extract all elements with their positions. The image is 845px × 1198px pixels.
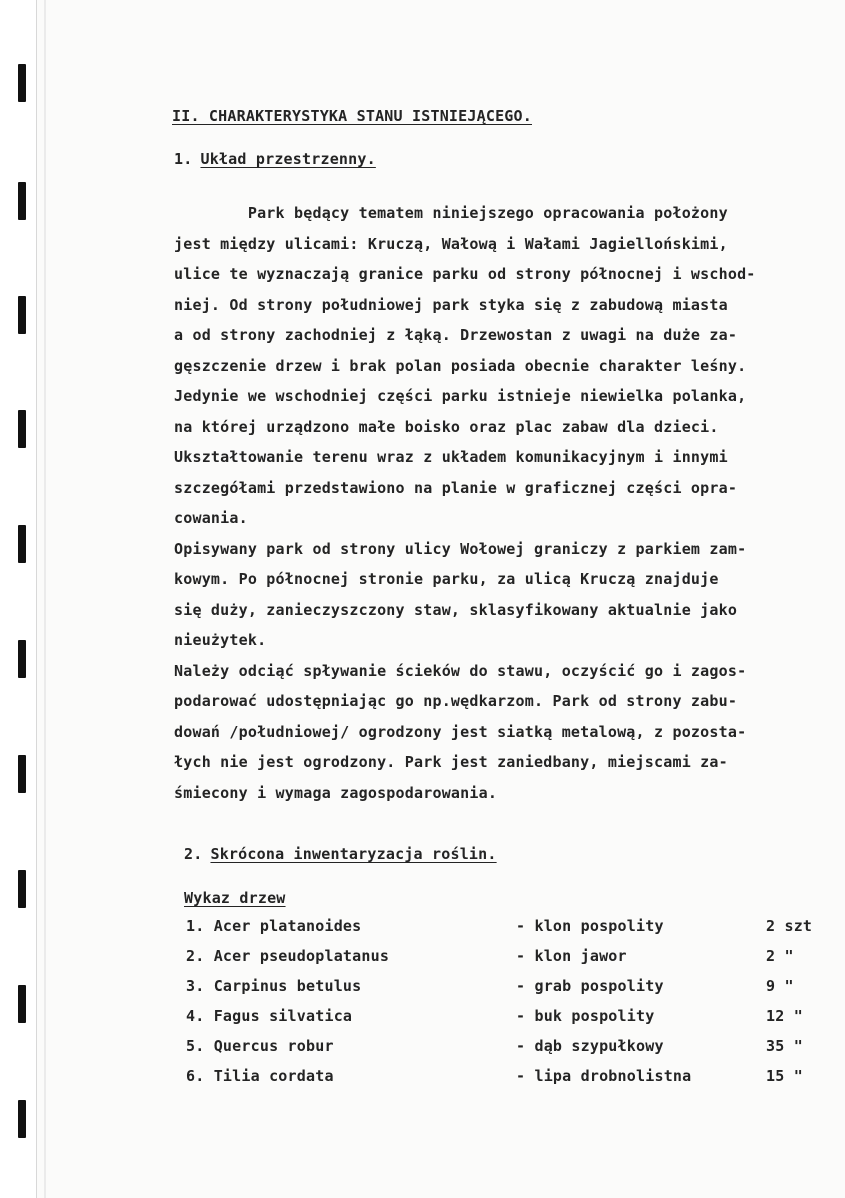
tree-row — [186, 947, 826, 971]
tree-row — [186, 1007, 826, 1031]
punch-hole — [18, 64, 26, 102]
punch-hole — [18, 182, 26, 220]
text-line: dowań /południowej/ ogrodzony jest siatką metalową, z pozosta- — [174, 722, 747, 741]
body-paragraph — [174, 198, 814, 808]
binding-strip — [0, 0, 36, 1198]
tree-polish-name: - lipa drobnolistna — [516, 1067, 692, 1085]
subsection-heading-layout — [174, 150, 376, 168]
tree-polish-name: - klon jawor — [516, 947, 627, 965]
text-line: jest między ulicami: Kruczą, Wałową i Wałami Jagiellońskimi, — [174, 234, 728, 253]
text-line: gęszczenie drzew i brak polan posiada obecnie charakter leśny. — [174, 356, 747, 375]
tree-count: 12 " — [766, 1007, 803, 1025]
tree-polish-name: - buk pospolity — [516, 1007, 655, 1025]
punch-hole — [18, 1100, 26, 1138]
text-line: się duży, zanieczyszczony staw, sklasyfikowany aktualnie jako — [174, 600, 738, 619]
punch-hole — [18, 296, 26, 334]
text-line: nieużytek. — [174, 631, 267, 649]
text-line: Należy odciąć spływanie ścieków do stawu, oczyścić go i zagos- — [174, 661, 747, 680]
punch-hole — [18, 870, 26, 908]
page-edge — [44, 0, 46, 1198]
text-line: Opisywany park od strony ulicy Wołowej graniczy z parkiem zam- — [174, 539, 747, 558]
tree-row — [186, 917, 826, 941]
tree-count: 2 szt — [766, 917, 813, 935]
tree-latin-name: 1. Acer platanoides — [186, 917, 362, 935]
subsection-number: 2. — [184, 845, 203, 863]
tree-polish-name: - dąb szypułkowy — [516, 1037, 664, 1055]
tree-latin-name: 4. Fagus silvatica — [186, 1007, 353, 1025]
text-line: Jedynie we wschodniej części parku istnieje niewielka polanka, — [174, 387, 747, 405]
section-title: II. CHARAKTERYSTYKA STANU ISTNIEJĄCEGO. — [172, 107, 532, 125]
tree-latin-name: 2. Acer pseudoplatanus — [186, 947, 390, 965]
tree-row — [186, 1067, 826, 1091]
punch-hole — [18, 985, 26, 1023]
subsection-heading-inventory — [184, 845, 497, 863]
text-line: ulice te wyznaczają granice parku od strony północnej i wschod- — [174, 265, 756, 283]
tree-count: 9 " — [766, 977, 794, 995]
tree-row — [186, 1037, 826, 1061]
tree-latin-name: 6. Tilia cordata — [186, 1067, 334, 1085]
tree-row — [186, 977, 826, 1001]
subsection-title: Skrócona inwentaryzacja roślin. — [210, 845, 497, 863]
text-line: Ukształtowanie terenu wraz z układem komunikacyjnym i innymi — [174, 448, 728, 466]
tree-latin-name: 3. Carpinus betulus — [186, 977, 362, 995]
tree-latin-name: 5. Quercus robur — [186, 1037, 334, 1055]
tree-polish-name: - grab pospolity — [516, 977, 664, 995]
text-line: a od strony zachodniej z łąką. Drzewostan z uwagi na duże za- — [174, 326, 738, 344]
text-line: kowym. Po północnej stronie parku, za ulicą Kruczą znajduje — [174, 570, 719, 588]
text-line: podarować udostępniając go np.wędkarzom. Park od strony zabu- — [174, 692, 738, 710]
text-line: cowania. — [174, 509, 248, 527]
punch-hole — [18, 755, 26, 793]
subsection-number: 1. — [174, 150, 193, 168]
punch-hole — [18, 410, 26, 448]
tree-list-title: Wykaz drzew — [184, 889, 286, 907]
tree-count: 35 " — [766, 1037, 803, 1055]
text-line: szczegółami przedstawiono na planie w graficznej części opra- — [174, 478, 738, 497]
punch-hole — [18, 640, 26, 678]
text-line: Park będący tematem niniejszego opracowania położony — [174, 204, 728, 222]
tree-polish-name: - klon pospolity — [516, 917, 664, 935]
punch-hole — [18, 525, 26, 563]
text-line: na której urządzono małe boisko oraz plac zabaw dla dzieci. — [174, 417, 719, 436]
text-line: łych nie jest ogrodzony. Park jest zaniedbany, miejscami za- — [174, 753, 728, 771]
text-line: śmiecony i wymaga zagospodarowania. — [174, 783, 498, 802]
subsection-title: Układ przestrzenny. — [200, 150, 376, 168]
tree-count: 2 " — [766, 947, 794, 965]
tree-count: 15 " — [766, 1067, 803, 1085]
text-line: niej. Od strony południowej park styka się z zabudową miasta — [174, 295, 728, 314]
